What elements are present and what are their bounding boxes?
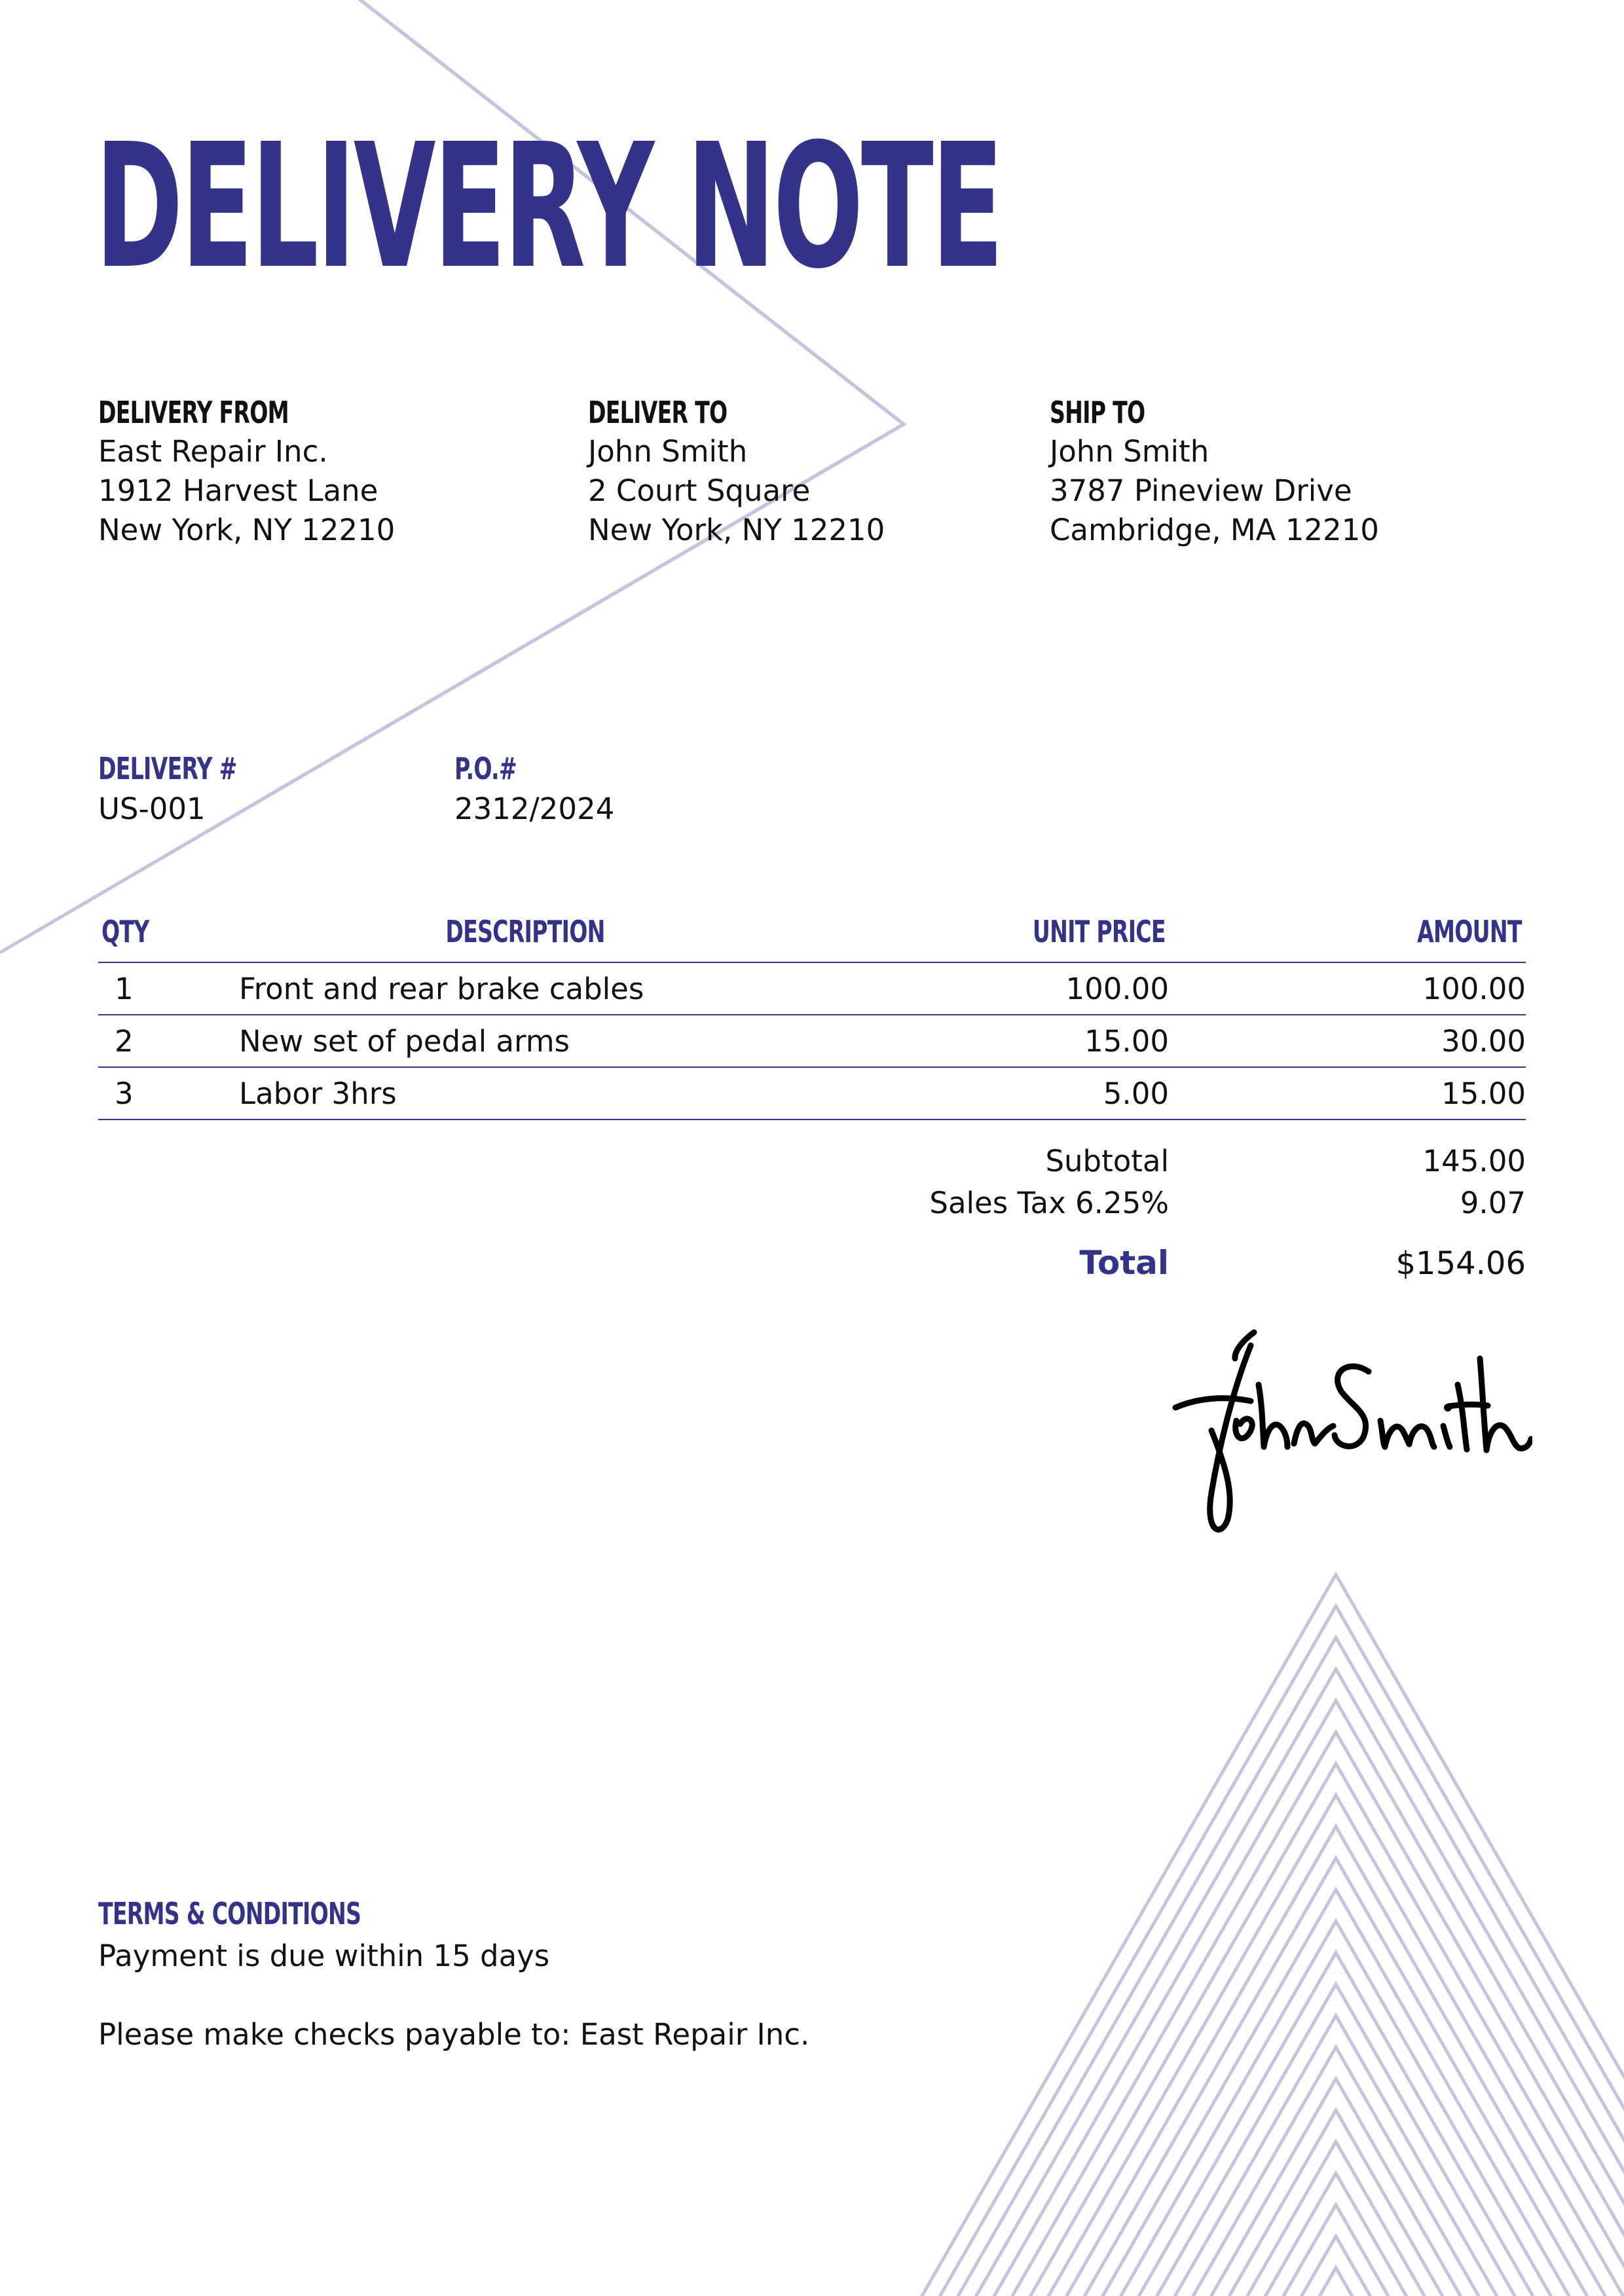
row-unit-price: 15.00: [1084, 1024, 1169, 1059]
table-divider: [98, 1014, 1526, 1015]
table-divider: [98, 1066, 1526, 1068]
ship-to-address: [1050, 432, 1379, 550]
header-qty: QTY: [101, 914, 149, 949]
po-number-value: 2312/2024: [454, 792, 615, 826]
row-qty: 3: [115, 1076, 134, 1111]
triangle-stripe: [1282, 2205, 1390, 2296]
table-divider: [98, 1119, 1526, 1120]
ship-to-label: SHIP TO: [1050, 395, 1145, 430]
delivery-from-line: East Repair Inc.: [98, 434, 328, 469]
table-row: [0, 1016, 1624, 1067]
deliver-to-label: DELIVER TO: [588, 395, 728, 430]
row-description: Labor 3hrs: [239, 1076, 397, 1111]
row-qty: 1: [115, 972, 134, 1006]
terms-line-payment: Payment is due within 15 days: [98, 1939, 550, 1973]
header-unit-price: UNIT PRICE: [1033, 914, 1166, 949]
ship-to-line: John Smith: [1050, 434, 1209, 469]
po-number-label: P.O.#: [454, 751, 517, 786]
delivery-number-value: US-001: [98, 792, 206, 826]
header-description: DESCRIPTION: [445, 914, 605, 949]
terms-label: TERMS & CONDITIONS: [98, 1896, 361, 1931]
signature-image: [1172, 1322, 1532, 1545]
delivery-from-address: [98, 432, 395, 550]
deliver-to-address: [588, 432, 885, 550]
total-value: $154.06: [1395, 1245, 1526, 1282]
subtotal-label: Subtotal: [1045, 1144, 1169, 1178]
row-amount: 30.00: [1441, 1024, 1526, 1059]
row-description: Front and rear brake cables: [239, 972, 644, 1006]
tax-label: Sales Tax 6.25%: [929, 1186, 1169, 1220]
deliver-to-line: 2 Court Square: [588, 473, 811, 508]
tax-value: 9.07: [1460, 1186, 1526, 1220]
subtotal-value: 145.00: [1422, 1144, 1526, 1178]
delivery-from-line: 1912 Harvest Lane: [98, 473, 378, 508]
delivery-number-label: DELIVERY #: [98, 751, 237, 786]
row-qty: 2: [115, 1024, 134, 1059]
delivery-from-label: DELIVERY FROM: [98, 395, 289, 430]
row-unit-price: 100.00: [1065, 972, 1169, 1006]
delivery-from-line: New York, NY 12210: [98, 513, 396, 547]
table-divider: [98, 962, 1526, 963]
header-amount: AMOUNT: [1417, 914, 1522, 949]
row-amount: 15.00: [1441, 1076, 1526, 1111]
table-row: [0, 1068, 1624, 1120]
deliver-to-line: John Smith: [588, 434, 748, 469]
row-description: New set of pedal arms: [239, 1024, 570, 1059]
triangle-stripe: [1318, 2268, 1354, 2296]
row-amount: 100.00: [1422, 972, 1526, 1006]
ship-to-line: Cambridge, MA 12210: [1050, 513, 1379, 547]
row-unit-price: 5.00: [1103, 1076, 1169, 1111]
terms-line-checks: Please make checks payable to: East Repair Inc.: [98, 2017, 810, 2052]
table-row: [0, 964, 1624, 1015]
total-label: Total: [1079, 1244, 1169, 1282]
ship-to-line: 3787 Pineview Drive: [1050, 473, 1352, 508]
document-title: DELIVERY NOTE: [95, 107, 1002, 306]
deliver-to-line: New York, NY 12210: [588, 513, 885, 547]
